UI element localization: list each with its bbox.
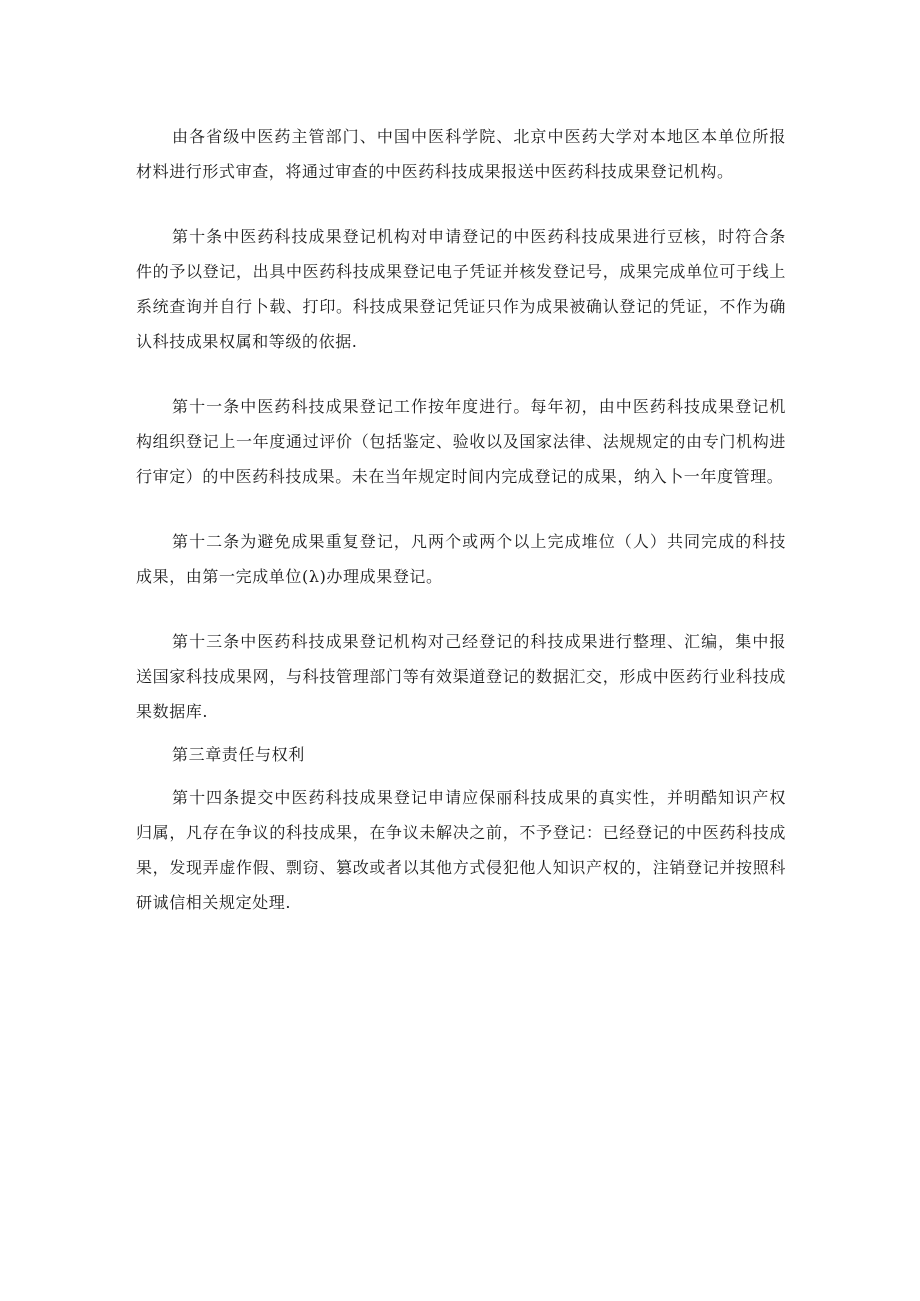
paragraph-article-10: 第十条中医药科技成果登记机构对申请登记的中医药科技成果进行豆核，时符合条件的予以登记，出具中医药科技成果登记电子凭证并核发登记号，成果完成单位可于线上系统查询并自行卜载、打印。科技成果登记凭证只作为成果被确认登记的凭证，不作为确认科技成果权属和等级的依据. [136,227,786,351]
paragraph-article-11: 第十一条中医药科技成果登记工作按年度进行。每年初，由中医药科技成果登记机构组织登记上一年度通过评价（包括鉴定、验收以及国家法律、法规规定的由专门机构进行审定）的中医药科技成果。未在当年规定时间内完成登记的成果，纳入卜一年度管理。 [136,397,786,486]
document-body [136,119,786,950]
paragraph-article-12: 第十二条为避免成果重复登记，凡两个或两个以上完成堆位（人）共同完成的科技成果，由第一完成单位(λ)办理成果登记。 [136,532,786,586]
paragraph-article-14: 第十四条提交中医药科技成果登记申请应保丽科技成果的真实性，并明酷知识产权归属，凡存在争议的科技成果，在争议未解决之前，不予登记：已经登记的中医药科技成果，发现弄虚作假、剽窃、篡改或者以其他方式侵犯他人知识产权的，注销登记并按照科研诚信相关规定处理. [136,788,786,912]
paragraph-article-13: 第十三条中医药科技成果登记机构对己经登记的科技成果进行整理、汇编，集中报送国家科技成果网，与科技管理部门等有效渠道登记的数据汇交，形成中医药行业科技成果数据库. [136,632,786,721]
chapter-heading: 第三章责任与权利 [172,745,305,764]
paragraph-review: 由各省级中医药主管部门、中国中医科学院、北京中医药大学对本地区本单位所报材料进行形式审查，将通过审查的中医药科技成果报送中医药科技成果登记机构。 [136,127,786,181]
